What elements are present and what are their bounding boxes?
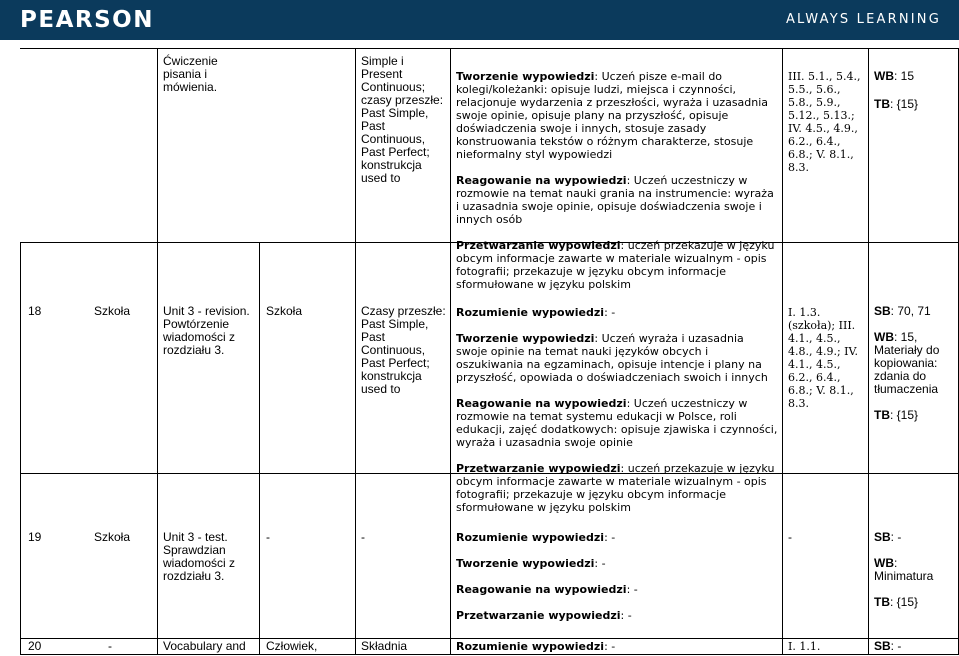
- material-tb: TB: {15}: [874, 595, 919, 609]
- lesson-curriculum: I. 1.1.: [788, 640, 821, 653]
- skill-reception: Rozumienie wypowiedzi: -: [456, 531, 616, 544]
- skill-writing: Tworzenie wypowiedzi: -: [456, 557, 606, 570]
- material-wb: WB: 15, Materiały do kopiowania: zdania do tłumaczenia: [874, 330, 940, 396]
- lesson-topic: Unit 3 - test. Sprawdzian wiadomości z rozdziału 3.: [163, 530, 236, 583]
- material-tb: TB: {15}: [874, 408, 919, 422]
- skill-reception: Rozumienie wypowiedzi: -: [456, 306, 616, 319]
- lesson-number: 18: [28, 304, 42, 318]
- lesson-curriculum: I. 1.3. (szkoła); III. 4.1., 4.5., 4.8., 4.9.; IV. 4.1., 4.5., 6.2., 6.4., 6.8.; V. 8.1., 8.3.: [788, 306, 859, 410]
- skill-writing: Tworzenie wypowiedzi: Uczeń wyraża i uzasadnia swoje opinie na temat nauki języków obcych i oszukiwania na egzaminach, opisuje intencje i plany na przyszłość, opowiada o doświadczeniach swoich i innych: [456, 332, 768, 384]
- lesson-area: Szkoła: [266, 304, 303, 318]
- lesson-grammar: Czasy przeszłe: Past Simple, Past Continuous, Past Perfect; konstrukcja used to: [361, 304, 446, 396]
- lesson-number: 20: [28, 639, 42, 653]
- lesson-topic: Vocabulary and: [163, 639, 246, 653]
- lesson-area: -: [266, 530, 270, 544]
- lesson-grammar: -: [361, 530, 365, 544]
- lesson-materials: [874, 305, 956, 422]
- skill-interaction: Reagowanie na wypowiedzi: Uczeń uczestniczy w rozmowie na temat systemu edukacji w Polsce, roli edukacji, zajęć dodatkowych: opisuje zjawiska i czynności, wyraża i uzasadnia swoje opinie: [456, 397, 778, 449]
- skill-interaction: Reagowanie na wypowiedzi: -: [456, 583, 638, 596]
- top-grammar-cell: Simple i Present Continuous; czasy przeszłe: Past Simple, Past Continuous, Past Perfect; konstrukcja used to: [361, 54, 444, 185]
- skill-writing: Tworzenie wypowiedzi: Uczeń pisze e-mail do kolegi/koleżanki: opisuje ludzi, miejsca i czynności, relacjonuje wydarzenia z przeszłości, wyraża i uzasadnia swoje opinie, opisuje plany na przyszłość, opisuje doświadczenia swoje i innych, stosuje zasady konstruowania tekstów o różnym charakterze, stosuje nieformalny styl wypowiedzi: [456, 70, 769, 161]
- material-tb: TB: {15}: [874, 97, 919, 111]
- lesson-place: Szkoła: [94, 530, 131, 544]
- top-skills-cell: [456, 70, 778, 291]
- skill-interaction: Reagowanie na wypowiedzi: Uczeń uczestniczy w rozmowie na temat nauki grania na instrumencie: wyraża i uzasadnia swoje opinie, opisuje doświadczenia swoje i innych osób: [456, 174, 774, 226]
- material-wb: WB: 15: [874, 69, 915, 83]
- lesson-topic: Unit 3 - revision. Powtórzenie wiadomości z rozdziału 3.: [163, 304, 250, 357]
- lesson-grammar: Składnia: [361, 639, 408, 653]
- skill-mediation: Przetwarzanie wypowiedzi: uczeń przekazuje w języku obcym informacje zawarte w materiale wizualnym - opis fotografii; przekazuje w języku obcym informacje sformułowane w języku polskim: [456, 462, 775, 514]
- lesson-skills: Rozumienie wypowiedzi: -: [456, 640, 616, 653]
- skill-mediation: Przetwarzanie wypowiedzi: uczeń przekazuje w języku obcym informacje zawarte w materiale wizualnym - opis fotografii; przekazuje w języku obcym informacje sformułowane w języku polskim: [456, 239, 775, 291]
- skill-mediation: Przetwarzanie wypowiedzi: -: [456, 609, 632, 622]
- top-activity-cell: Ćwiczenie pisania i mówienia.: [163, 54, 218, 94]
- lesson-place: -: [108, 639, 112, 653]
- lesson-place: Szkoła: [94, 304, 131, 318]
- lesson-skills: [456, 306, 778, 514]
- material-wb: WB: Minimatura: [874, 556, 934, 583]
- publisher-header: [0, 0, 959, 40]
- pearson-logo: PEARSON: [20, 7, 154, 33]
- tagline: ALWAYS LEARNING: [785, 12, 941, 27]
- lesson-materials: [874, 531, 956, 609]
- lesson-area: Człowiek,: [266, 639, 318, 653]
- lesson-curriculum: -: [788, 530, 792, 544]
- top-curriculum-cell: III. 5.1., 5.4., 5.5., 5.6., 5.8., 5.9., 5.12., 5.13.; IV. 4.5., 4.9., 6.2., 6.4., 6.8.; V. 8.1., 8.3.: [788, 70, 861, 174]
- material-sb: SB: 70, 71: [874, 304, 931, 318]
- lesson-skills: [456, 531, 778, 622]
- material-sb: SB: -: [874, 530, 902, 544]
- lesson-materials: SB: -: [874, 639, 902, 653]
- top-materials-cell: [874, 70, 954, 111]
- lesson-number: 19: [28, 530, 42, 544]
